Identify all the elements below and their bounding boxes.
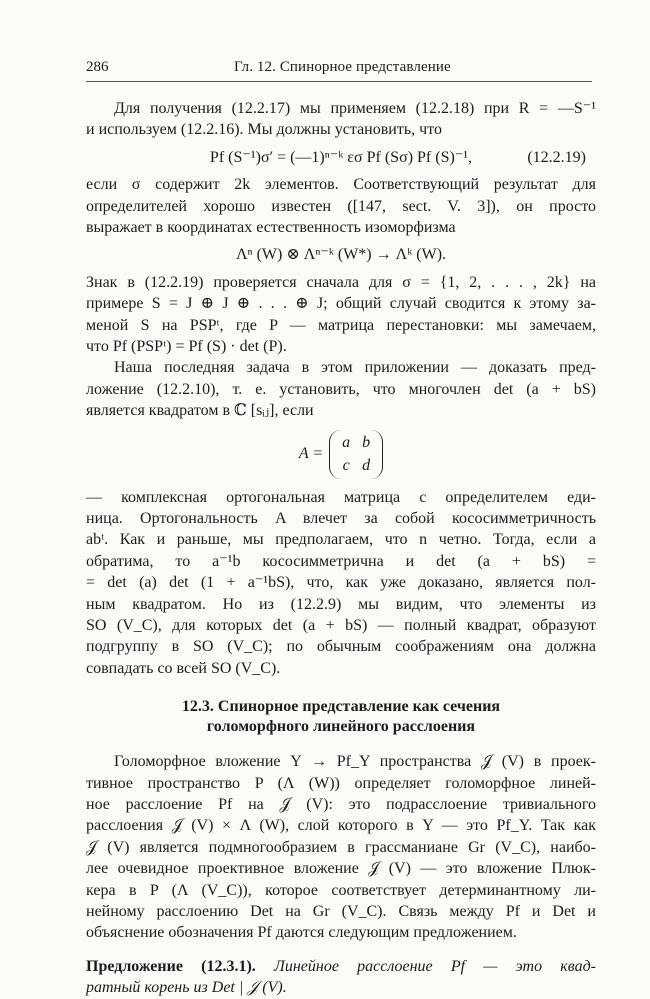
matrix-cell: a [342, 433, 351, 451]
text-line: Для получения (12.2.17) мы применяем (12.2.18) при R = —S⁻¹ [114, 100, 596, 117]
paragraph-4 [86, 357, 596, 421]
text-line: ница. Ортогональность A влечет за собой кососимметричность [86, 509, 596, 527]
text-line: — комплексная ортогональная матрица с определителем еди- [86, 488, 596, 506]
text-line: ное расслоение Pf на 𝒥 (V): это подрасслоение тривиального [86, 795, 596, 813]
text-line: кера в P (Λ (V_C)), которое соответствует детерминантному ли- [86, 881, 596, 899]
text-line: Голоморфное вложение Y → Pf_Y пространства 𝒥 (V) в проек- [114, 753, 596, 771]
text-line: лее очевидное проективное вложение 𝒥 (V) — это вложение Плюк- [86, 860, 596, 878]
matrix-formula [86, 430, 596, 479]
text-line: является квадратом в ℂ [sᵢⱼ], если [86, 402, 314, 420]
text-line: что Pf (PSPᵗ) = Pf (S) · det (P). [86, 338, 287, 356]
text-line: ложение (12.2.10), т. е. установить, что многочлен det (a + bS) [86, 380, 596, 398]
formula-12-2-19 [86, 147, 596, 168]
text-line: Наша последняя задача в этом приложении — доказать пред- [114, 359, 596, 377]
proposition-12-3-1 [86, 956, 596, 999]
section-heading [86, 697, 596, 737]
text-line: и используем (12.2.16). Мы должны установить, что [86, 121, 442, 139]
matrix-cell: b [362, 433, 371, 451]
text-line: тивное пространство P (Λ (W)) определяет голоморфное линей- [86, 774, 596, 792]
matrix-cell: d [362, 457, 371, 475]
text-line: примере S = J ⊕ J ⊕ . . . ⊕ J; общий случай сводится к этому за- [86, 295, 596, 313]
page-body [86, 98, 596, 999]
text-line: 𝒥 (V) является подмногообразием в грассманиане Gr (V_C), наибо- [86, 838, 596, 856]
text-line: Знак в (12.2.19) проверяется сначала для σ = {1, 2, . . . , 2k} на [86, 273, 596, 291]
section-title-line-2: голоморфного линейного расслоения [206, 718, 476, 736]
text-line: определителей хорошо известен ([147, sect. V. 3]), он просто [86, 197, 596, 215]
text-line: ратный корень из Det | 𝒥 (V). [86, 979, 287, 997]
text-line: обратима, то a⁻¹b кососимметрична и det (a + bS) = [86, 552, 596, 570]
equation-number: (12.2.19) [527, 148, 586, 166]
paragraph-3 [86, 272, 596, 358]
text-line: если σ содержит 2k элементов. Соответствующий результат для [86, 176, 596, 194]
formula-text: Λⁿ (W) ⊗ Λⁿ⁻ᵏ (W*) → Λᵏ (W). [235, 246, 447, 264]
text-line: выражает в координатах естественность изоморфизма [86, 219, 456, 237]
paragraph-1 [86, 98, 596, 141]
paragraph-6 [86, 751, 596, 944]
formula-isomorphism [86, 244, 596, 265]
text-line: меной S на PSPᵗ, где P — матрица перестановки: мы замечаем, [86, 316, 596, 334]
formula-text: Pf (S⁻¹)σ′ = (—1)ⁿ⁻ᵏ εσ Pf (Sσ) Pf (S)⁻¹, [209, 148, 473, 166]
text-line: SO (V_C), для которых det (a + bS) — полный квадрат, образуют [86, 616, 596, 634]
matrix-2x2 [329, 430, 383, 479]
text-line: совпадать со всей SO (V_C). [86, 659, 281, 677]
section-title-line-1: 12.3. Спинорное представление как сечения [181, 698, 501, 716]
paragraph-2 [86, 174, 596, 238]
text-line: объяснение обозначения Pf даются следующим предложением. [86, 924, 517, 942]
text-line: ным квадратом. Но из (12.2.9) мы видим, что элементы из [86, 595, 596, 613]
page-number: 286 [86, 59, 109, 75]
matrix-label: A = [298, 445, 324, 463]
text-line: abᵗ. Как и раньше, мы предполагаем, что n четно. Тогда, если a [86, 531, 596, 549]
proposition-text: Линейное расслоение Pf — это квад- [274, 957, 597, 975]
text-line: = det (a) det (1 + a⁻¹bS), что, как уже доказано, является пол- [86, 574, 596, 592]
text-line [86, 956, 596, 977]
matrix-cell: c [342, 457, 350, 475]
text-line: подгруппу в SO (V_C); по обычным соображениям она должна [86, 638, 596, 656]
running-title: Гл. 12. Спинорное представление [234, 59, 451, 75]
header-rule [86, 81, 592, 82]
text-line: нейному расслоению Det на Gr (V_C). Связь между Pf и Det и [86, 903, 596, 920]
proposition-label: Предложение (12.3.1). [86, 957, 256, 975]
text-line: расслоения 𝒥 (V) × Λ (W), слой которого в Y — это Pf_Y. Так как [86, 817, 596, 835]
paragraph-5 [86, 487, 596, 680]
